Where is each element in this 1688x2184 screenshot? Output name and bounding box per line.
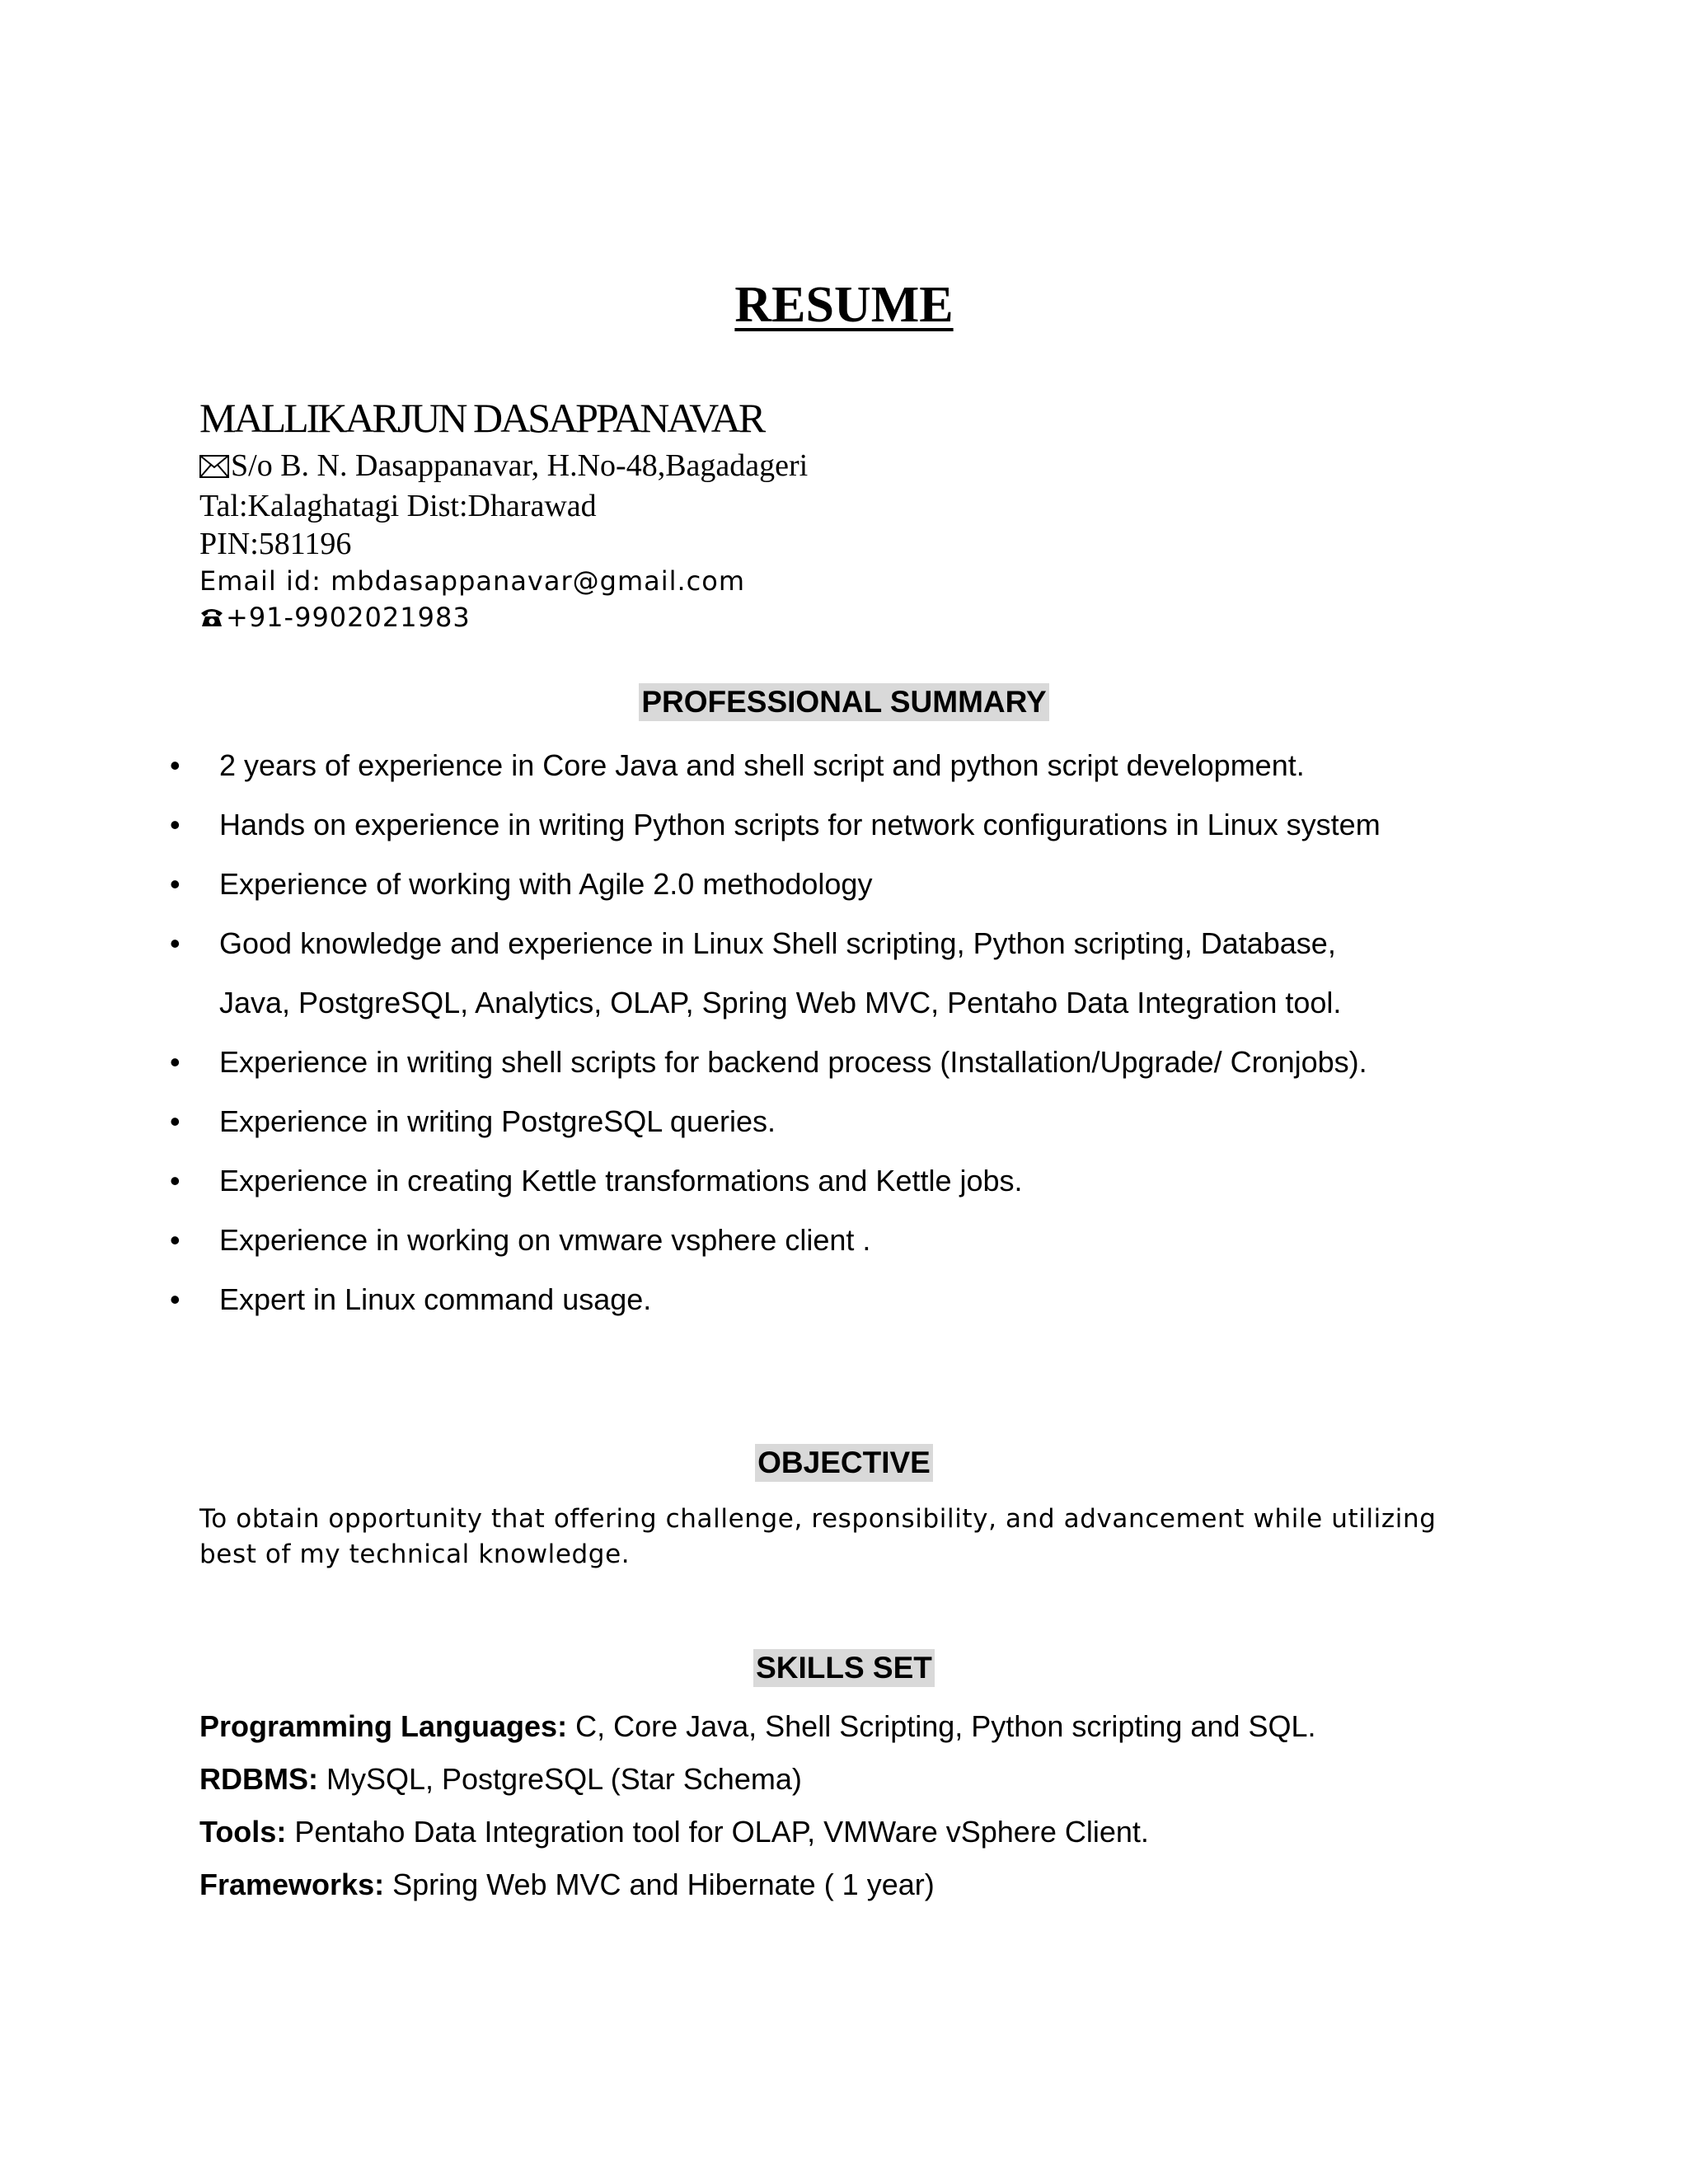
list-item: • 2 years of experience in Core Java and shell script and python script development. bbox=[165, 736, 1566, 795]
bullet-glyph: • bbox=[170, 1282, 181, 1316]
pin-code: PIN:581196 bbox=[199, 527, 352, 562]
candidate-name: MALLIKARJUN DASAPPANAVAR bbox=[199, 395, 764, 441]
bullet-glyph: • bbox=[170, 1164, 181, 1197]
objective-line-1: To obtain opportunity that offering challenge, responsibility, and advancement while utilizing bbox=[199, 1504, 1437, 1534]
bullet-glyph: • bbox=[170, 1045, 181, 1079]
skill-row-rdbms bbox=[199, 1753, 1601, 1806]
envelope-icon bbox=[199, 449, 229, 487]
address-line-2: Tal:Kalaghatagi Dist:Dharawad bbox=[199, 489, 597, 524]
skill-row-programming-languages bbox=[199, 1700, 1601, 1753]
list-item: • Experience in creating Kettle transformations and Kettle jobs. bbox=[165, 1151, 1566, 1211]
skill-value: C, Core Java, Shell Scripting, Python scripting and SQL. bbox=[567, 1709, 1316, 1743]
skill-label: Frameworks: bbox=[199, 1868, 385, 1901]
bullet-glyph: • bbox=[170, 748, 181, 782]
list-item: • Expert in Linux command usage. bbox=[165, 1270, 1566, 1329]
professional-summary-heading: PROFESSIONAL SUMMARY bbox=[0, 683, 1688, 721]
objective-text bbox=[199, 1502, 1551, 1572]
email-line: Email id: mbdasappanavar@gmail.com bbox=[199, 565, 746, 598]
list-item: • Good knowledge and experience in Linux Shell scripting, Python scripting, Database, Java, PostgreSQL, Analytics, OLAP, Spring Web MVC, Pentaho Data Integration tool. bbox=[165, 914, 1566, 1033]
skill-label: RDBMS: bbox=[199, 1762, 318, 1796]
skill-value: Spring Web MVC and Hibernate ( 1 year) bbox=[384, 1868, 935, 1901]
address-line-1: S/o B. N. Dasappanavar, H.No-48,Bagadageri bbox=[199, 447, 1436, 487]
list-item-continuation: Java, PostgreSQL, Analytics, OLAP, Spring Web MVC, Pentaho Data Integration tool. bbox=[219, 986, 1342, 1019]
bullet-glyph: • bbox=[170, 1104, 181, 1138]
skill-row-frameworks bbox=[199, 1858, 1601, 1911]
phone-line: +91-9902021983 bbox=[199, 599, 1436, 637]
objective-line-2: best of my technical knowledge. bbox=[199, 1540, 631, 1569]
list-item: • Experience in writing shell scripts for backend process (Installation/Upgrade/ Cronjobs). bbox=[165, 1033, 1566, 1092]
list-item: • Experience in writing PostgreSQL queries. bbox=[165, 1092, 1566, 1151]
professional-summary-list bbox=[165, 736, 1566, 1329]
telephone-icon bbox=[199, 601, 224, 637]
list-item: • Experience in working on vmware vsphere client . bbox=[165, 1211, 1566, 1270]
skill-label: Tools: bbox=[199, 1815, 287, 1849]
list-item: • Hands on experience in writing Python scripts for network configurations in Linux system bbox=[165, 795, 1566, 855]
skill-value: MySQL, PostgreSQL (Star Schema) bbox=[317, 1762, 802, 1796]
list-item: • Experience of working with Agile 2.0 methodology bbox=[165, 855, 1566, 914]
skill-label: Programming Languages: bbox=[199, 1709, 568, 1743]
skill-value: Pentaho Data Integration tool for OLAP, VMWare vSphere Client. bbox=[286, 1815, 1149, 1849]
bullet-glyph: • bbox=[170, 808, 181, 841]
skill-row-tools bbox=[199, 1806, 1601, 1858]
objective-heading: OBJECTIVE bbox=[0, 1444, 1688, 1482]
bullet-glyph: • bbox=[170, 1223, 181, 1257]
skills-list bbox=[199, 1700, 1601, 1911]
contact-block bbox=[199, 389, 1436, 637]
bullet-glyph: • bbox=[170, 867, 181, 901]
document-title: RESUME bbox=[734, 277, 954, 333]
bullet-glyph: • bbox=[170, 926, 181, 960]
skills-heading: SKILLS SET bbox=[0, 1649, 1688, 1687]
